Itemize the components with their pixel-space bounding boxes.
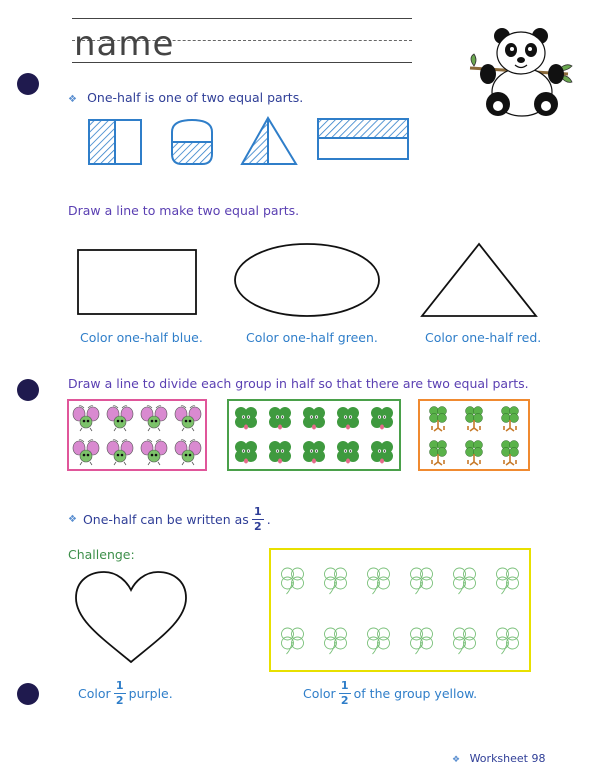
clover-outline-icon [282,628,304,654]
clover-outline-icon [497,568,519,594]
bug-icon [141,440,167,465]
group-caption-suffix: of the group yellow. [353,686,478,701]
outline-clover-grid [271,550,529,670]
fraction-one-half [339,680,351,707]
footer [452,752,545,765]
written-as-text: One-half can be written as [82,512,249,527]
blank-heart [72,568,190,666]
caption-green: Color one-half green. [246,330,378,345]
clover-outline-icon [325,568,347,594]
clover-outline-icon [282,568,304,594]
bug-icon [175,440,201,465]
fraction-numerator: 1 [115,679,124,692]
clover-outline-icon [368,628,390,654]
hatched-square [89,120,115,164]
worksheet-number: Worksheet 98 [469,752,546,765]
clover-sprout-group-box [418,399,530,471]
fraction-denominator: 2 [115,694,124,707]
caption-red: Color one-half red. [425,330,542,345]
blank-triangle [422,244,536,316]
clover-face-icon [303,441,325,464]
clover-sprout-icon [466,441,483,466]
clover-outline-icon [368,568,390,594]
caption-blue: Color one-half blue. [80,330,203,345]
diamond-bullet-icon: ❖ [452,755,461,765]
clover-sprout-icon [502,441,519,466]
binder-hole-bottom [17,683,39,705]
bug-icon [141,406,167,431]
diamond-bullet-icon: ❖ [68,514,77,525]
outline-clover-box [269,548,531,672]
heart-caption [78,680,173,707]
fraction-numerator: 1 [253,505,262,518]
challenge-label: Challenge: [68,547,135,562]
blank-shapes [70,238,550,322]
fraction-numerator: 1 [340,679,349,692]
bug-icon [73,406,99,431]
bug-icon [107,440,133,465]
heart-caption-suffix: purple. [128,686,173,701]
clover-face-group-box [227,399,401,471]
clover-face-grid [229,401,399,469]
clover-sprout-icon [466,407,483,432]
bug-group-box [67,399,207,471]
clover-outline-icon [454,628,476,654]
fraction-denominator: 2 [253,520,262,533]
bug-icon [175,406,201,431]
group-caption-prefix: Color [303,686,336,701]
group-caption [303,680,477,707]
panda-icon [468,26,576,120]
blank-rectangle [78,250,196,314]
fact-half-text: One-half is one of two equal parts. [87,90,304,105]
clover-face-icon [269,441,291,464]
written-as-period: . [266,512,271,527]
name-line-top [72,18,412,19]
fraction-one-half [252,506,264,533]
example-half-shapes [86,114,414,168]
bug-icon [107,406,133,431]
heart-caption-prefix: Color [78,686,111,701]
fraction-denominator: 2 [340,694,349,707]
draw-line-instruction: Draw a line to make two equal parts. [68,203,300,218]
blank-oval [235,244,379,316]
name-label: name [74,24,175,64]
divide-groups-instruction: Draw a line to divide each group in half so that there are two equal parts. [68,376,529,391]
clover-outline-icon [411,628,433,654]
diamond-bullet-icon: ❖ [68,94,77,105]
bug-icon [73,440,99,465]
clover-sprout-grid [420,401,528,469]
clover-outline-icon [497,628,519,654]
clover-outline-icon [325,628,347,654]
binder-hole-middle [17,379,39,401]
clover-face-icon [235,407,257,430]
bug-grid [69,401,205,469]
clover-outline-icon [454,568,476,594]
fraction-one-half [114,680,126,707]
fact-half-line [68,87,303,106]
clover-sprout-icon [502,407,519,432]
clover-face-icon [337,407,359,430]
clover-face-icon [371,441,393,464]
clover-face-icon [371,407,393,430]
written-as-line [68,506,271,533]
clover-face-icon [235,441,257,464]
clover-sprout-icon [430,441,447,466]
clover-face-icon [269,407,291,430]
clover-face-icon [303,407,325,430]
binder-hole-top [17,73,39,95]
clover-outline-icon [411,568,433,594]
clover-face-icon [337,441,359,464]
clover-sprout-icon [430,407,447,432]
